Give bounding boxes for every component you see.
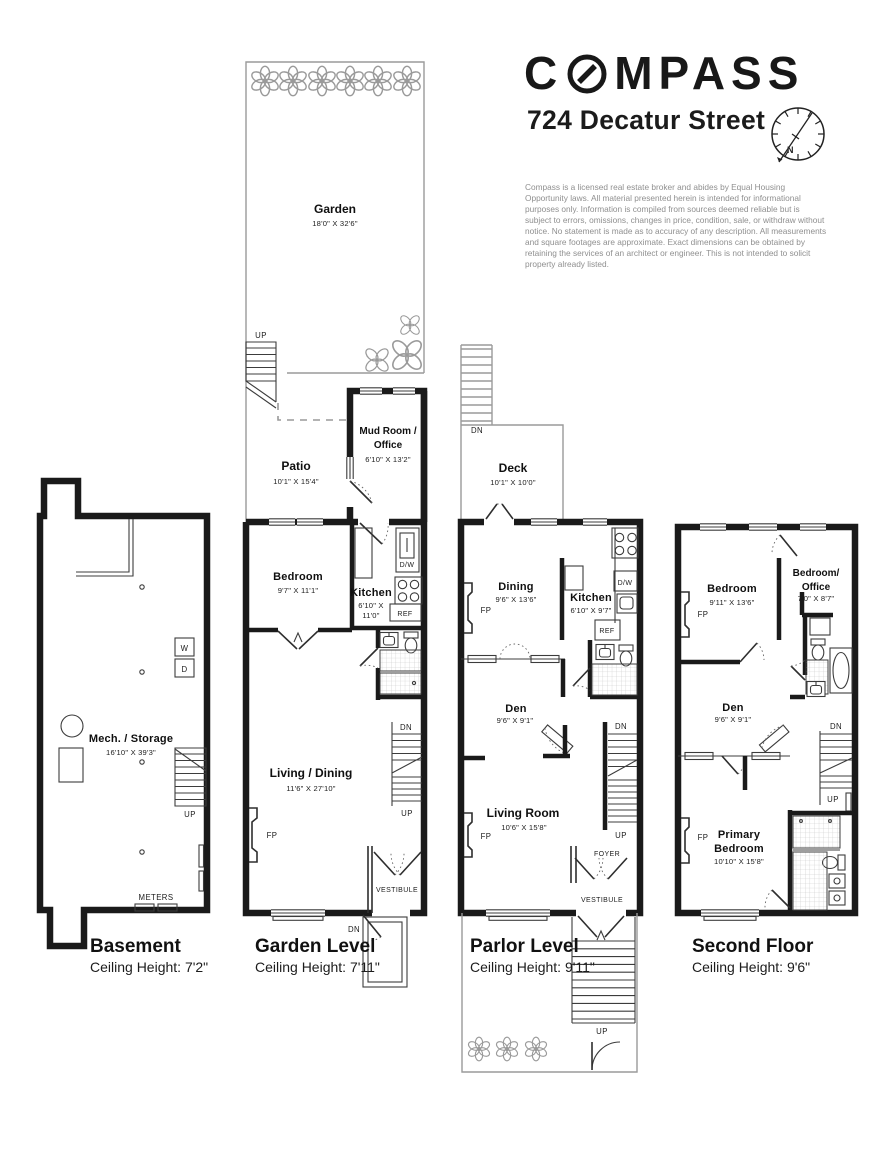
room-label-deck: Deck: [498, 461, 528, 475]
room-label-dining: Dining: [498, 581, 534, 593]
office-door: [772, 535, 797, 556]
floor-title-second-floor: Second Floor: [692, 936, 814, 957]
floor-ceiling-garden-level: Ceiling Height: 7'11": [255, 959, 380, 975]
garden-area: [246, 62, 424, 522]
vestibule-gl: [368, 846, 421, 913]
parlor-stairs: [605, 722, 637, 830]
french-door-to-deck: [484, 504, 514, 526]
stoop-up-label: UP: [596, 1027, 608, 1036]
pantry-box: [565, 566, 583, 590]
room-label-garden: Garden: [313, 202, 357, 216]
den-primary-divider: [678, 753, 790, 791]
foyer-label: FOYER: [593, 851, 621, 858]
stairs-dn-label: DN: [399, 723, 413, 732]
room-label-patio: Patio: [281, 459, 311, 473]
front-entry-doors: [576, 909, 626, 940]
door: [358, 518, 389, 544]
den-closet-2f: [759, 725, 789, 752]
pantry-closet: [355, 528, 372, 578]
stairs-dn-label: DN: [614, 722, 628, 731]
room-dims-bedroom-gl: 9'7" X 11'1": [277, 586, 319, 595]
wall-niche: [199, 871, 204, 891]
floor-ceiling-second-floor: Ceiling Height: 9'6": [692, 959, 811, 975]
fireplace-label: FP: [480, 606, 492, 615]
hall-wall-2f: [678, 643, 764, 662]
boiler-icon: [61, 715, 83, 737]
floor-ceiling-basement: Ceiling Height: 7'2": [90, 959, 209, 975]
room-label-bedroom-2f: Bedroom: [707, 583, 757, 595]
garden-stairs: [246, 342, 276, 408]
washer-label: W: [180, 644, 189, 653]
fireplace-label: FP: [697, 833, 709, 842]
room-dims-mech-storage: 16'10" X 39'3": [106, 748, 156, 757]
door: [346, 479, 372, 507]
basement-partition: [76, 519, 133, 576]
shower-tile: [380, 673, 421, 694]
stairs-dn-label: DN: [829, 722, 843, 731]
room-label-living-dining: Living / Dining: [269, 766, 353, 780]
stairs-up-label: UP: [401, 809, 413, 818]
bathroom-pl: [573, 645, 637, 696]
yard-gate: [592, 1042, 620, 1070]
room-dims-den-pl: 9'6" X 9'1": [496, 716, 534, 725]
room-label-bedroom-gl: Bedroom: [273, 571, 323, 583]
fireplace-icon: [249, 808, 257, 862]
logo-letter-c: C: [524, 47, 564, 99]
room-dims-den-2f: 9'6" X 9'1": [714, 715, 752, 724]
fireplace-label: FP: [266, 831, 278, 840]
window: [701, 909, 759, 920]
room-dims-garden: 18'0" X 32'6": [312, 219, 358, 228]
fireplace-icon: [464, 813, 472, 857]
vestibule-label: VESTIBULE: [580, 897, 624, 904]
stove-icon: [395, 577, 422, 604]
basement-columns: [140, 585, 144, 854]
deck-stairs: [461, 345, 492, 425]
second-floor-plan: [678, 523, 855, 975]
room-dims-bedroom-office: 7'0" X 8'7": [797, 594, 835, 603]
window: [271, 909, 325, 920]
room-label-mudroom-2: Office: [373, 440, 403, 451]
bathroom-tile-floor: [380, 650, 421, 671]
patio-dashed-line: [278, 403, 346, 420]
dishwasher-label: D/W: [399, 562, 415, 569]
den-closet-door: [542, 725, 573, 755]
fireplace-icon: [681, 818, 689, 863]
stairs-up-label: UP: [615, 831, 627, 840]
garden-stairs-up-label: UP: [255, 331, 267, 340]
room-label-bedroom-office-1: Bedroom/: [792, 568, 840, 579]
refrigerator-label: REF: [397, 611, 413, 618]
basement-walls: [40, 481, 207, 946]
garden-outline: [246, 62, 424, 522]
room-dims-kitchen-gl-2: 11'0": [362, 611, 380, 620]
room-dims-deck: 10'1" X 10'0": [490, 478, 536, 487]
stairs-up-label: UP: [184, 810, 196, 819]
dishwasher-label: D/W: [617, 580, 633, 587]
basement-stairs: [175, 748, 206, 806]
sink-icon: [380, 633, 398, 648]
room-dims-living-room: 10'6" X 15'8": [501, 823, 547, 832]
room-dims-living-dining: 11'6" X 27'10": [286, 784, 336, 793]
entry-opening: [372, 909, 410, 917]
parlor-level-plan: [461, 345, 640, 1072]
compass-north-label: N: [787, 145, 794, 155]
vestibule-pl-doors: [575, 858, 627, 879]
bathroom-2f: [790, 592, 852, 697]
room-label-kitchen-pl: Kitchen: [570, 592, 612, 604]
wall-niche: [199, 845, 204, 867]
fireplace-label: FP: [480, 832, 492, 841]
window: [700, 523, 826, 531]
room-dims-dining: 9'6" X 13'6": [495, 595, 537, 604]
bifold-doors: [278, 631, 318, 649]
deck-stairs-dn-label: DN: [470, 426, 484, 435]
foyer-wall: [571, 846, 576, 883]
room-dims-kitchen-gl-1: 6'10" X: [358, 601, 384, 610]
fireplace-icon: [681, 592, 689, 637]
dryer-label: D: [181, 665, 188, 674]
property-address: 724 Decatur Street: [527, 105, 766, 135]
tank-icon: [59, 748, 83, 782]
basement-plan: [40, 481, 208, 975]
entry-dn-label: DN: [347, 925, 361, 934]
floor-title-parlor-level: Parlor Level: [470, 936, 579, 957]
floor-title-basement: Basement: [90, 936, 181, 957]
dining-den-divider: [461, 644, 565, 663]
disclaimer-text: Compass is a licensed real estate broker and abides by Equal Housing Opportunity laws. All material presented herein is intended for informational purposes only. Information is compiled from sources deemed reliable but is subject to errors, omissions, changes in price, condition, sale, or withdraw without notice. No statement is made as to accuracy of any description. All measurements and square footages are approximate. Exact dimensions can be obtained by retaining the services of an architect or engineer. This is not intended to solicit property already listed.: [525, 182, 827, 269]
meters-label: METERS: [138, 893, 174, 902]
room-dims-bedroom-2f: 9'11" X 13'6": [709, 598, 755, 607]
room-label-mudroom-1: Mud Room /: [359, 426, 417, 437]
fireplace-label: FP: [697, 610, 709, 619]
refrigerator-label: REF: [599, 628, 615, 635]
logo-letters-mpass: MPASS: [614, 47, 805, 99]
room-dims-kitchen-pl: 6'10" X 9'7": [570, 606, 612, 615]
room-dims-mudroom: 6'10" X 13'2": [365, 455, 411, 464]
room-label-kitchen-gl: Kitchen: [350, 587, 392, 599]
room-label-mech-storage: Mech. / Storage: [88, 733, 174, 745]
floor-ceiling-parlor-level: Ceiling Height: 9'11": [470, 959, 595, 975]
room-dims-primary: 10'10" X 15'8": [714, 857, 764, 866]
room-label-den-2f: Den: [722, 702, 744, 714]
vestibule-label: VESTIBULE: [375, 887, 419, 894]
fireplace-icon: [464, 583, 472, 633]
room-dims-patio: 10'1" X 15'4": [273, 477, 319, 486]
bathroom-gl: [360, 628, 424, 700]
room-label-den-pl: Den: [505, 703, 527, 715]
window: [486, 909, 550, 920]
stairs-up-label: UP: [827, 795, 839, 804]
room-label-living-room: Living Room: [486, 806, 560, 820]
room-label-primary-1: Primary: [717, 829, 761, 841]
room-label-bedroom-office-2: Office: [801, 582, 831, 593]
garden-level-stairs: [392, 722, 422, 806]
yard-flowers: [467, 1037, 548, 1061]
window: [346, 457, 354, 479]
primary-bathroom: [765, 810, 855, 913]
floor-title-garden-level: Garden Level: [255, 936, 376, 957]
room-label-primary-2: Bedroom: [714, 843, 764, 855]
